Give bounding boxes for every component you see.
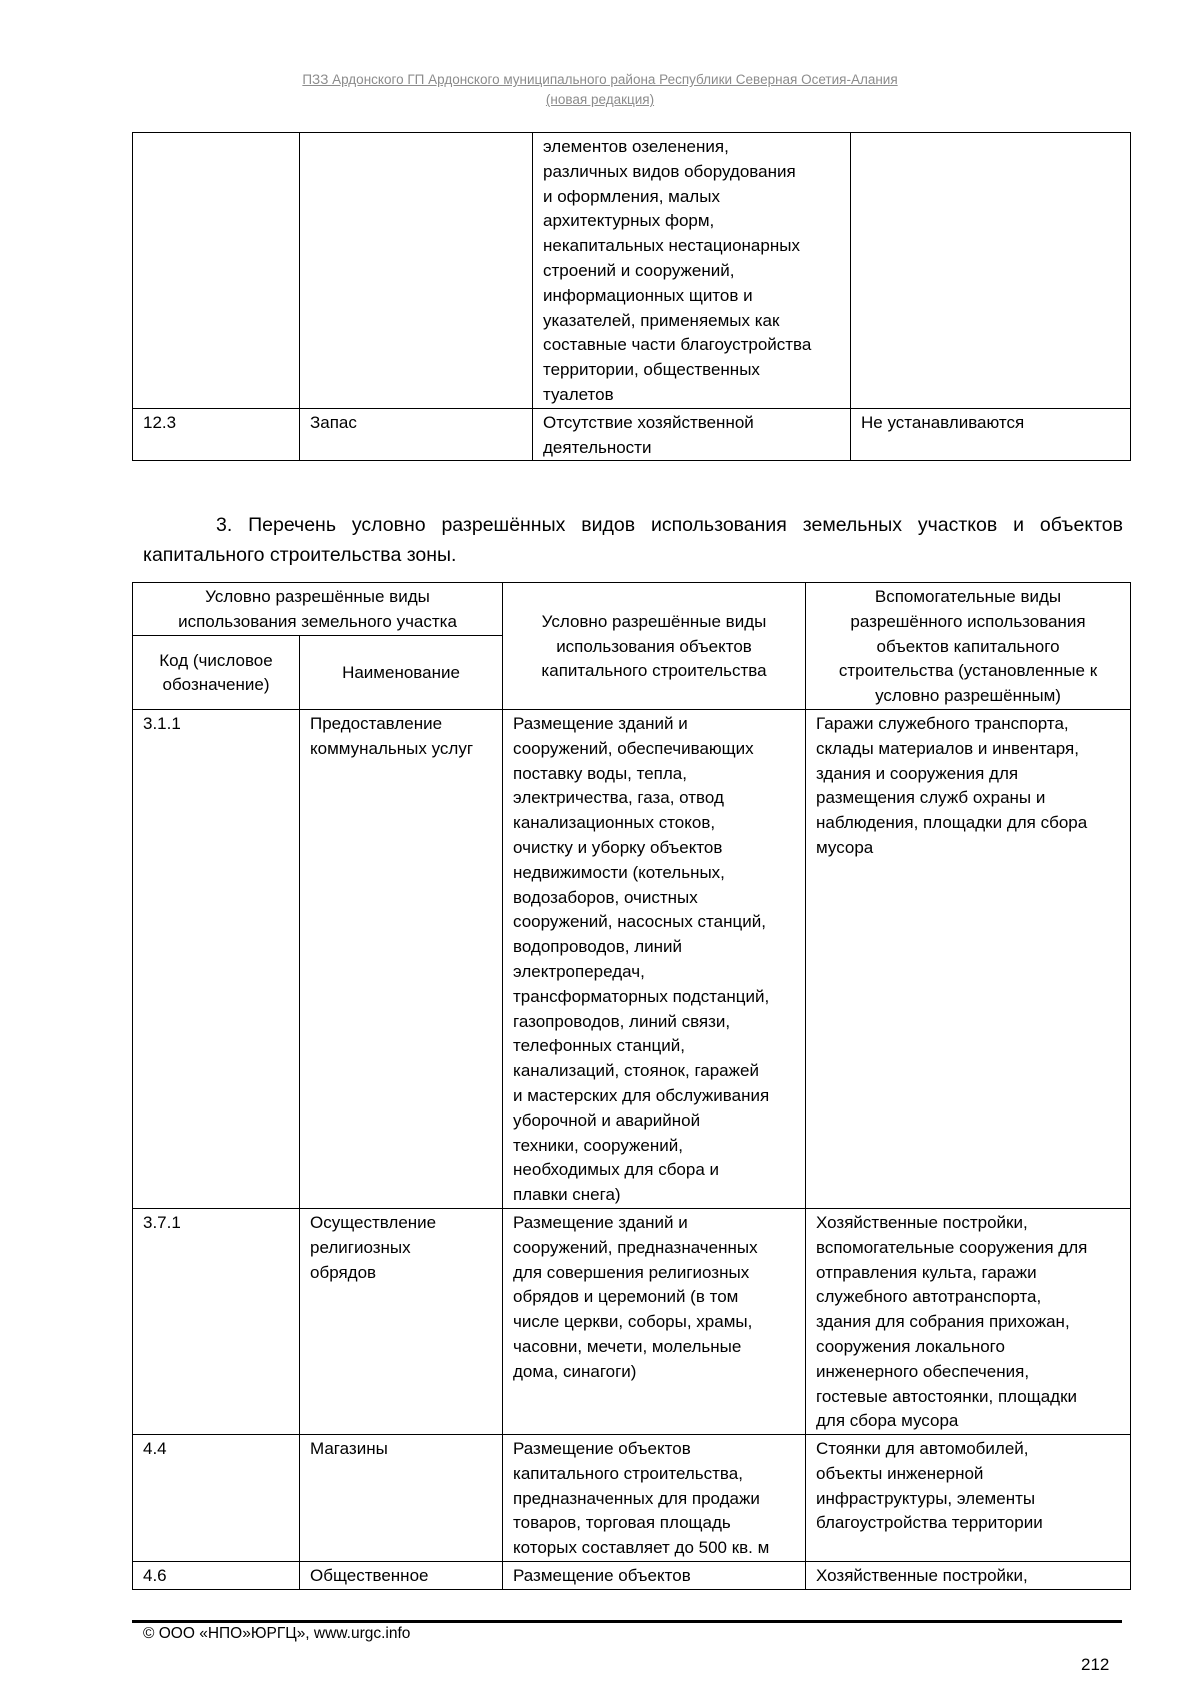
cell-code: 12.3: [133, 408, 300, 461]
cell-code: 3.1.1: [133, 709, 300, 1208]
header-name: Наименование: [300, 635, 503, 709]
cell-name: Осуществление религиозных обрядов: [300, 1208, 503, 1434]
cell-name: Общественное: [300, 1562, 503, 1590]
cell-name: Предоставление коммунальных услуг: [300, 709, 503, 1208]
cell-aux: Гаражи служебного транспорта, склады материалов и инвентаря, здания и сооружения для размещения служб охраны и наблюдения, площадки для сбора мусора: [806, 709, 1131, 1208]
cell-code: 3.7.1: [133, 1208, 300, 1434]
header-line-1: ПЗЗ Ардонского ГП Ардонского муниципального района Республики Северная Осетия-Алания: [302, 72, 898, 87]
cell-code: [133, 133, 300, 409]
cell-name: [300, 133, 533, 409]
cell-description: Отсутствие хозяйственной деятельности: [533, 408, 851, 461]
cell-aux: [851, 133, 1131, 409]
cell-description: Размещение объектов: [503, 1562, 806, 1590]
cell-name: Запас: [300, 408, 533, 461]
table-header-row: [133, 583, 1131, 636]
cell-aux: Стоянки для автомобилей, объекты инженерной инфраструктуры, элементы благоустройства территории: [806, 1435, 1131, 1562]
table-row: [133, 1208, 1131, 1434]
cell-code: 4.4: [133, 1435, 300, 1562]
footer-divider: [132, 1620, 1122, 1623]
cell-code: 4.6: [133, 1562, 300, 1590]
table-row: [133, 408, 1131, 461]
cell-description: Размещение зданий и сооружений, обеспечивающих поставку воды, тепла, электричества, газа, отвод канализационных стоков, очистку и уборку объектов недвижимости (котельных, водозаборов, очистных сооружений, насосных станций, водопроводов, линий электропередач, трансформаторных подстанций, газопроводов, линий связи, телефонных станций, канализаций, стоянок, гаражей и мастерских для обслуживания уборочной и аварийной техники, сооружений, необходимых для сбора и плавки снега): [503, 709, 806, 1208]
cell-name: Магазины: [300, 1435, 503, 1562]
header-objects: Условно разрешённые виды использования объектов капитального строительства: [503, 583, 806, 710]
cell-aux: Хозяйственные постройки, вспомогательные сооружения для отправления культа, гаражи служебного автотранспорта, здания для собрания прихожан, сооружения локального инженерного обеспечения, гостевые автостоянки, площадки для сбора мусора: [806, 1208, 1131, 1434]
table-permitted-uses-continued: [132, 132, 1131, 461]
page-header: [0, 70, 1200, 110]
cell-description: Размещение объектов капитального строительства, предназначенных для продажи товаров, торговая площадь которых составляет до 500 кв. м: [503, 1435, 806, 1562]
footer-copyright: © ООО «НПО»ЮРГЦ», www.urgc.info: [143, 1625, 411, 1642]
cell-description: элементов озеленения, различных видов оборудования и оформления, малых архитектурных форм, некапитальных нестационарных строений и сооружений, информационных щитов и указателей, применяемых как составные части благоустройства территории, общественных туалетов: [533, 133, 851, 409]
header-aux: Вспомогательные виды разрешённого использования объектов капитального строительства (установленные к условно разрешённым): [806, 583, 1131, 710]
table-row: [133, 1435, 1131, 1562]
header-land-use-group: Условно разрешённые виды использования земельного участка: [133, 583, 503, 636]
table-row: [133, 1562, 1131, 1590]
section-heading: 3. Перечень условно разрешённых видов использования земельных участков и объектов капитального строительства зоны.: [143, 514, 1123, 566]
table-row: [133, 133, 1131, 409]
cell-aux: Хозяйственные постройки,: [806, 1562, 1131, 1590]
header-line-2: (новая редакция): [545, 92, 655, 107]
page-number: 212: [1081, 1655, 1110, 1674]
table-conditional-uses: [132, 582, 1131, 1590]
cell-description: Размещение зданий и сооружений, предназначенных для совершения религиозных обрядов и церемоний (в том числе церкви, соборы, храмы, часовни, мечети, молельные дома, синагоги): [503, 1208, 806, 1434]
table-row: [133, 709, 1131, 1208]
cell-aux: Не устанавливаются: [851, 408, 1131, 461]
header-code: Код (числовое обозначение): [133, 635, 300, 709]
